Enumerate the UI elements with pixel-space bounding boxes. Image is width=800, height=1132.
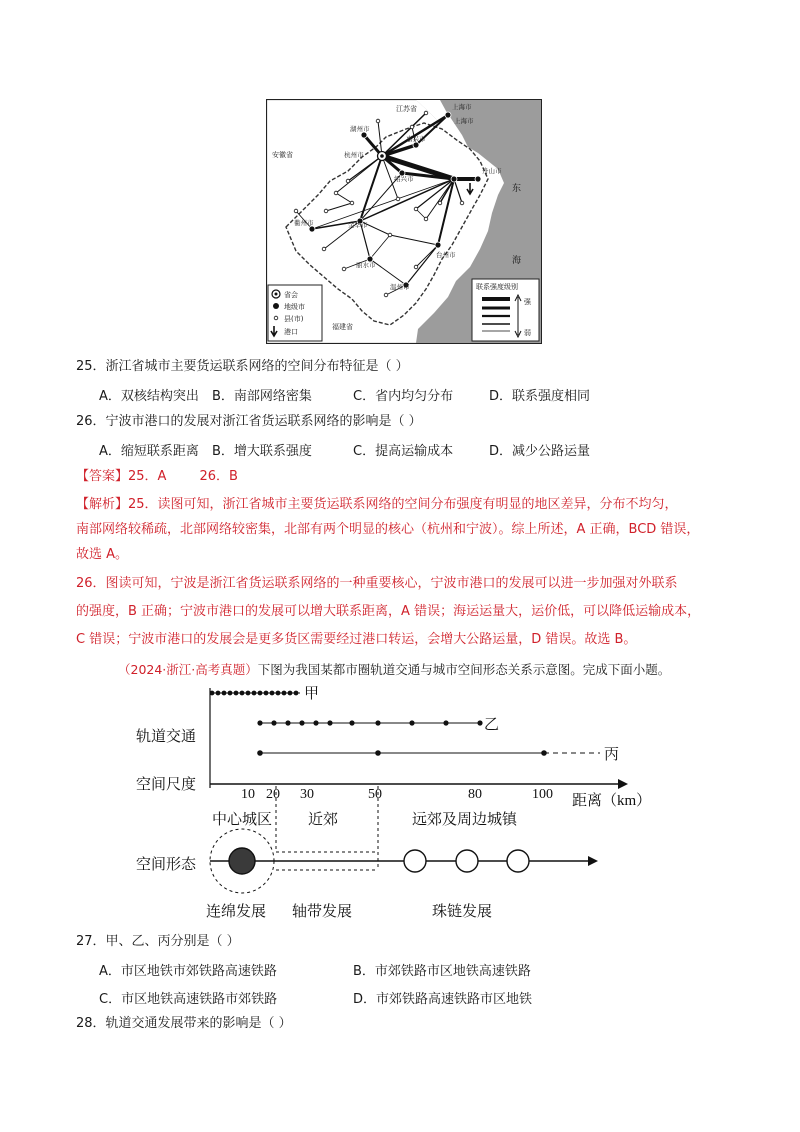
analysis-label: 【解析】	[76, 497, 129, 512]
line-yi-label: 乙	[484, 717, 500, 733]
station-jia	[252, 691, 257, 696]
station-yi	[271, 720, 276, 725]
station-jia	[264, 691, 269, 696]
label-zhoushan: 舟山市	[482, 167, 502, 175]
q25-option-c: C．省内均匀分布	[353, 389, 454, 404]
center-city-icon	[229, 848, 255, 874]
analysis-line-1	[76, 495, 678, 515]
station-jia	[258, 691, 263, 696]
node-c5	[424, 217, 428, 221]
q26-option-b: B．增大联系强度	[212, 444, 312, 459]
rail-spatial-diagram	[110, 680, 670, 930]
zone-center: 中心城区	[212, 812, 273, 828]
station-jia	[246, 691, 251, 696]
station-yi	[375, 720, 380, 725]
row-scale-label: 空间尺度	[136, 777, 197, 793]
q26-option-a: A．缩短联系距离	[99, 444, 199, 459]
station-yi	[257, 720, 262, 725]
station-bing	[257, 750, 263, 756]
tick-20: 20	[266, 787, 280, 802]
station-jia	[276, 691, 281, 696]
intro-text: 下图为我国某都市圈轨道交通与城市空间形态关系示意图。完成下面小题。	[257, 662, 671, 677]
legend-county: 县(市)	[284, 315, 304, 323]
analysis-line-2: 南部网络较稀疏，北部网络较密集，北部有两个明显的核心（杭州和宁波）。综上所述，A 正确，BCD 错误，	[76, 522, 700, 537]
q26-stem: 26．宁波市港口的发展对浙江省货运联系网络的影响是（ ）	[76, 414, 422, 429]
station-jia	[288, 691, 293, 696]
zhejiang-map-svg	[266, 99, 542, 344]
rail-diagram-svg	[110, 680, 670, 930]
node-c13	[346, 179, 350, 183]
analysis-line-5: 的强度，B 正确；宁波市港口的发展可以增大联系距离，A 错误；海运运量大，运价低，可以降低运输成本，	[76, 604, 701, 619]
zone-suburb: 近郊	[308, 812, 339, 828]
label-wenzhou: 温州市	[390, 283, 410, 291]
zone-outer: 远郊及周边城镇	[412, 812, 518, 828]
diagram-intro	[118, 660, 670, 678]
form-axial: 轴带发展	[292, 904, 353, 920]
q25-stem: 25．浙江省城市主要货运联系网络的空间分布特征是（ ）	[76, 359, 409, 374]
label-taizhou: 台州市	[436, 251, 456, 259]
bead-town-2	[456, 850, 478, 872]
station-jia	[222, 691, 227, 696]
q25-option-b: B．南部网络密集	[212, 389, 312, 404]
station-yi	[285, 720, 290, 725]
county-icon	[274, 316, 278, 320]
node-js	[424, 111, 428, 115]
q28-stem: 28．轨道交通发展带来的影响是（ ）	[76, 1016, 292, 1031]
tick-30: 30	[300, 787, 314, 802]
station-jia	[234, 691, 239, 696]
node-c14	[294, 209, 298, 213]
legend-capital: 省会	[284, 291, 298, 299]
node-c17	[410, 125, 414, 129]
node-c11	[460, 201, 464, 205]
prefecture-icon	[273, 303, 279, 309]
legend-prefecture: 地级市	[284, 303, 305, 311]
answer-label: 【答案】	[76, 469, 129, 484]
label-hangzhou: 杭州市	[344, 151, 364, 159]
bead-town-1	[404, 850, 426, 872]
answer-text: 25．A 26．B	[128, 469, 238, 484]
node-c16	[376, 119, 380, 123]
node-nb	[451, 176, 457, 182]
station-jia	[270, 691, 275, 696]
label-fujian: 福建省	[332, 323, 353, 331]
node-c15	[414, 265, 418, 269]
station-yi	[409, 720, 414, 725]
legend-strength-title: 联系强度级别	[476, 283, 518, 291]
analysis-text-1: 25．读图可知，浙江省城市主要货运联系网络的空间分布强度有明显的地区差异，分布不均匀，	[128, 497, 678, 512]
node-zs	[475, 176, 481, 182]
node-sh	[445, 112, 451, 118]
station-yi	[299, 720, 304, 725]
intro-source: （2024·浙江·高考真题）	[118, 662, 258, 677]
analysis-line-3: 故选 A。	[76, 547, 129, 562]
station-jia	[240, 691, 245, 696]
bead-town-3	[507, 850, 529, 872]
station-bing	[375, 750, 381, 756]
node-c6	[388, 233, 392, 237]
row-rail-label: 轨道交通	[136, 729, 197, 745]
label-jiaxing: 嘉兴市	[406, 135, 426, 143]
station-jia	[294, 691, 299, 696]
node-c8	[342, 267, 346, 271]
station-jia	[228, 691, 233, 696]
row-form-label: 空间形态	[136, 857, 197, 873]
q26-option-d: D．减少公路运量	[489, 444, 591, 459]
legend-port: 港口	[284, 328, 298, 336]
node-c9	[384, 293, 388, 297]
label-jinhua: 金华市	[348, 221, 368, 229]
form-bead-chain: 珠链发展	[432, 904, 493, 920]
label-sea-dong: 东	[512, 184, 522, 194]
tick-100: 100	[532, 787, 553, 802]
label-jiangsu: 江苏省	[396, 105, 417, 113]
station-yi	[327, 720, 332, 725]
jia-stations	[210, 691, 299, 696]
node-hangzhou-core	[380, 154, 384, 158]
q27-option-c: C．市区地铁高速铁路市郊铁路	[99, 992, 278, 1007]
node-c1	[334, 191, 338, 195]
q25-option-d: D．联系强度相同	[489, 389, 591, 404]
station-yi	[477, 720, 482, 725]
q27-option-d: D．市郊铁路高速铁路市区地铁	[353, 992, 533, 1007]
station-yi	[349, 720, 354, 725]
node-c2	[350, 201, 354, 205]
label-huzhou: 湖州市	[350, 125, 370, 133]
tick-10: 10	[241, 787, 255, 802]
station-bing	[541, 750, 547, 756]
label-shaoxing: 绍兴市	[394, 175, 414, 183]
line-jia-label: 甲	[304, 686, 320, 702]
form-contiguous: 连绵发展	[206, 904, 267, 920]
node-tz	[435, 242, 441, 248]
legend-weak: 弱	[524, 329, 531, 337]
analysis-line-6: C 错误；宁波市港口的发展会是更多货区需要经过港口转运，会增大公路运量，D 错误。故选 B。	[76, 632, 637, 647]
q27-option-a: A．市区地铁市郊铁路高速铁路	[99, 964, 277, 979]
label-shanghai: 上海市	[452, 103, 472, 111]
station-jia	[210, 691, 215, 696]
tick-80: 80	[468, 787, 482, 802]
station-yi	[443, 720, 448, 725]
label-lishui: 丽水市	[356, 261, 376, 269]
axis-label: 距离（km）	[572, 793, 652, 809]
answer-line	[76, 467, 238, 487]
station-yi	[313, 720, 318, 725]
q27-option-b: B．市郊铁路市区地铁高速铁路	[353, 964, 531, 979]
label-anhui: 安徽省	[272, 151, 293, 159]
label-shanghai-city: 上海市	[454, 117, 474, 125]
q25-option-a: A．双核结构突出	[99, 389, 199, 404]
node-c12	[396, 197, 400, 201]
node-c10	[438, 201, 442, 205]
freight-network-map	[266, 99, 542, 344]
station-jia	[282, 691, 287, 696]
node-c3	[324, 209, 328, 213]
tick-50: 50	[368, 787, 382, 802]
node-c7	[322, 247, 326, 251]
node-c4	[414, 207, 418, 211]
label-sea-hai: 海	[512, 256, 522, 266]
q26-option-c: C．提高运输成本	[353, 444, 454, 459]
line-bing-label: 丙	[604, 747, 620, 763]
q27-stem: 27．甲、乙、丙分别是（ ）	[76, 934, 240, 949]
analysis-line-4: 26．图读可知，宁波是浙江省货运联系网络的一种重要核心，宁波市港口的发展可以进一步加强对外联系	[76, 576, 678, 591]
legend-strong: 强	[524, 298, 531, 306]
label-quzhou: 衢州市	[294, 219, 314, 227]
station-jia	[216, 691, 221, 696]
